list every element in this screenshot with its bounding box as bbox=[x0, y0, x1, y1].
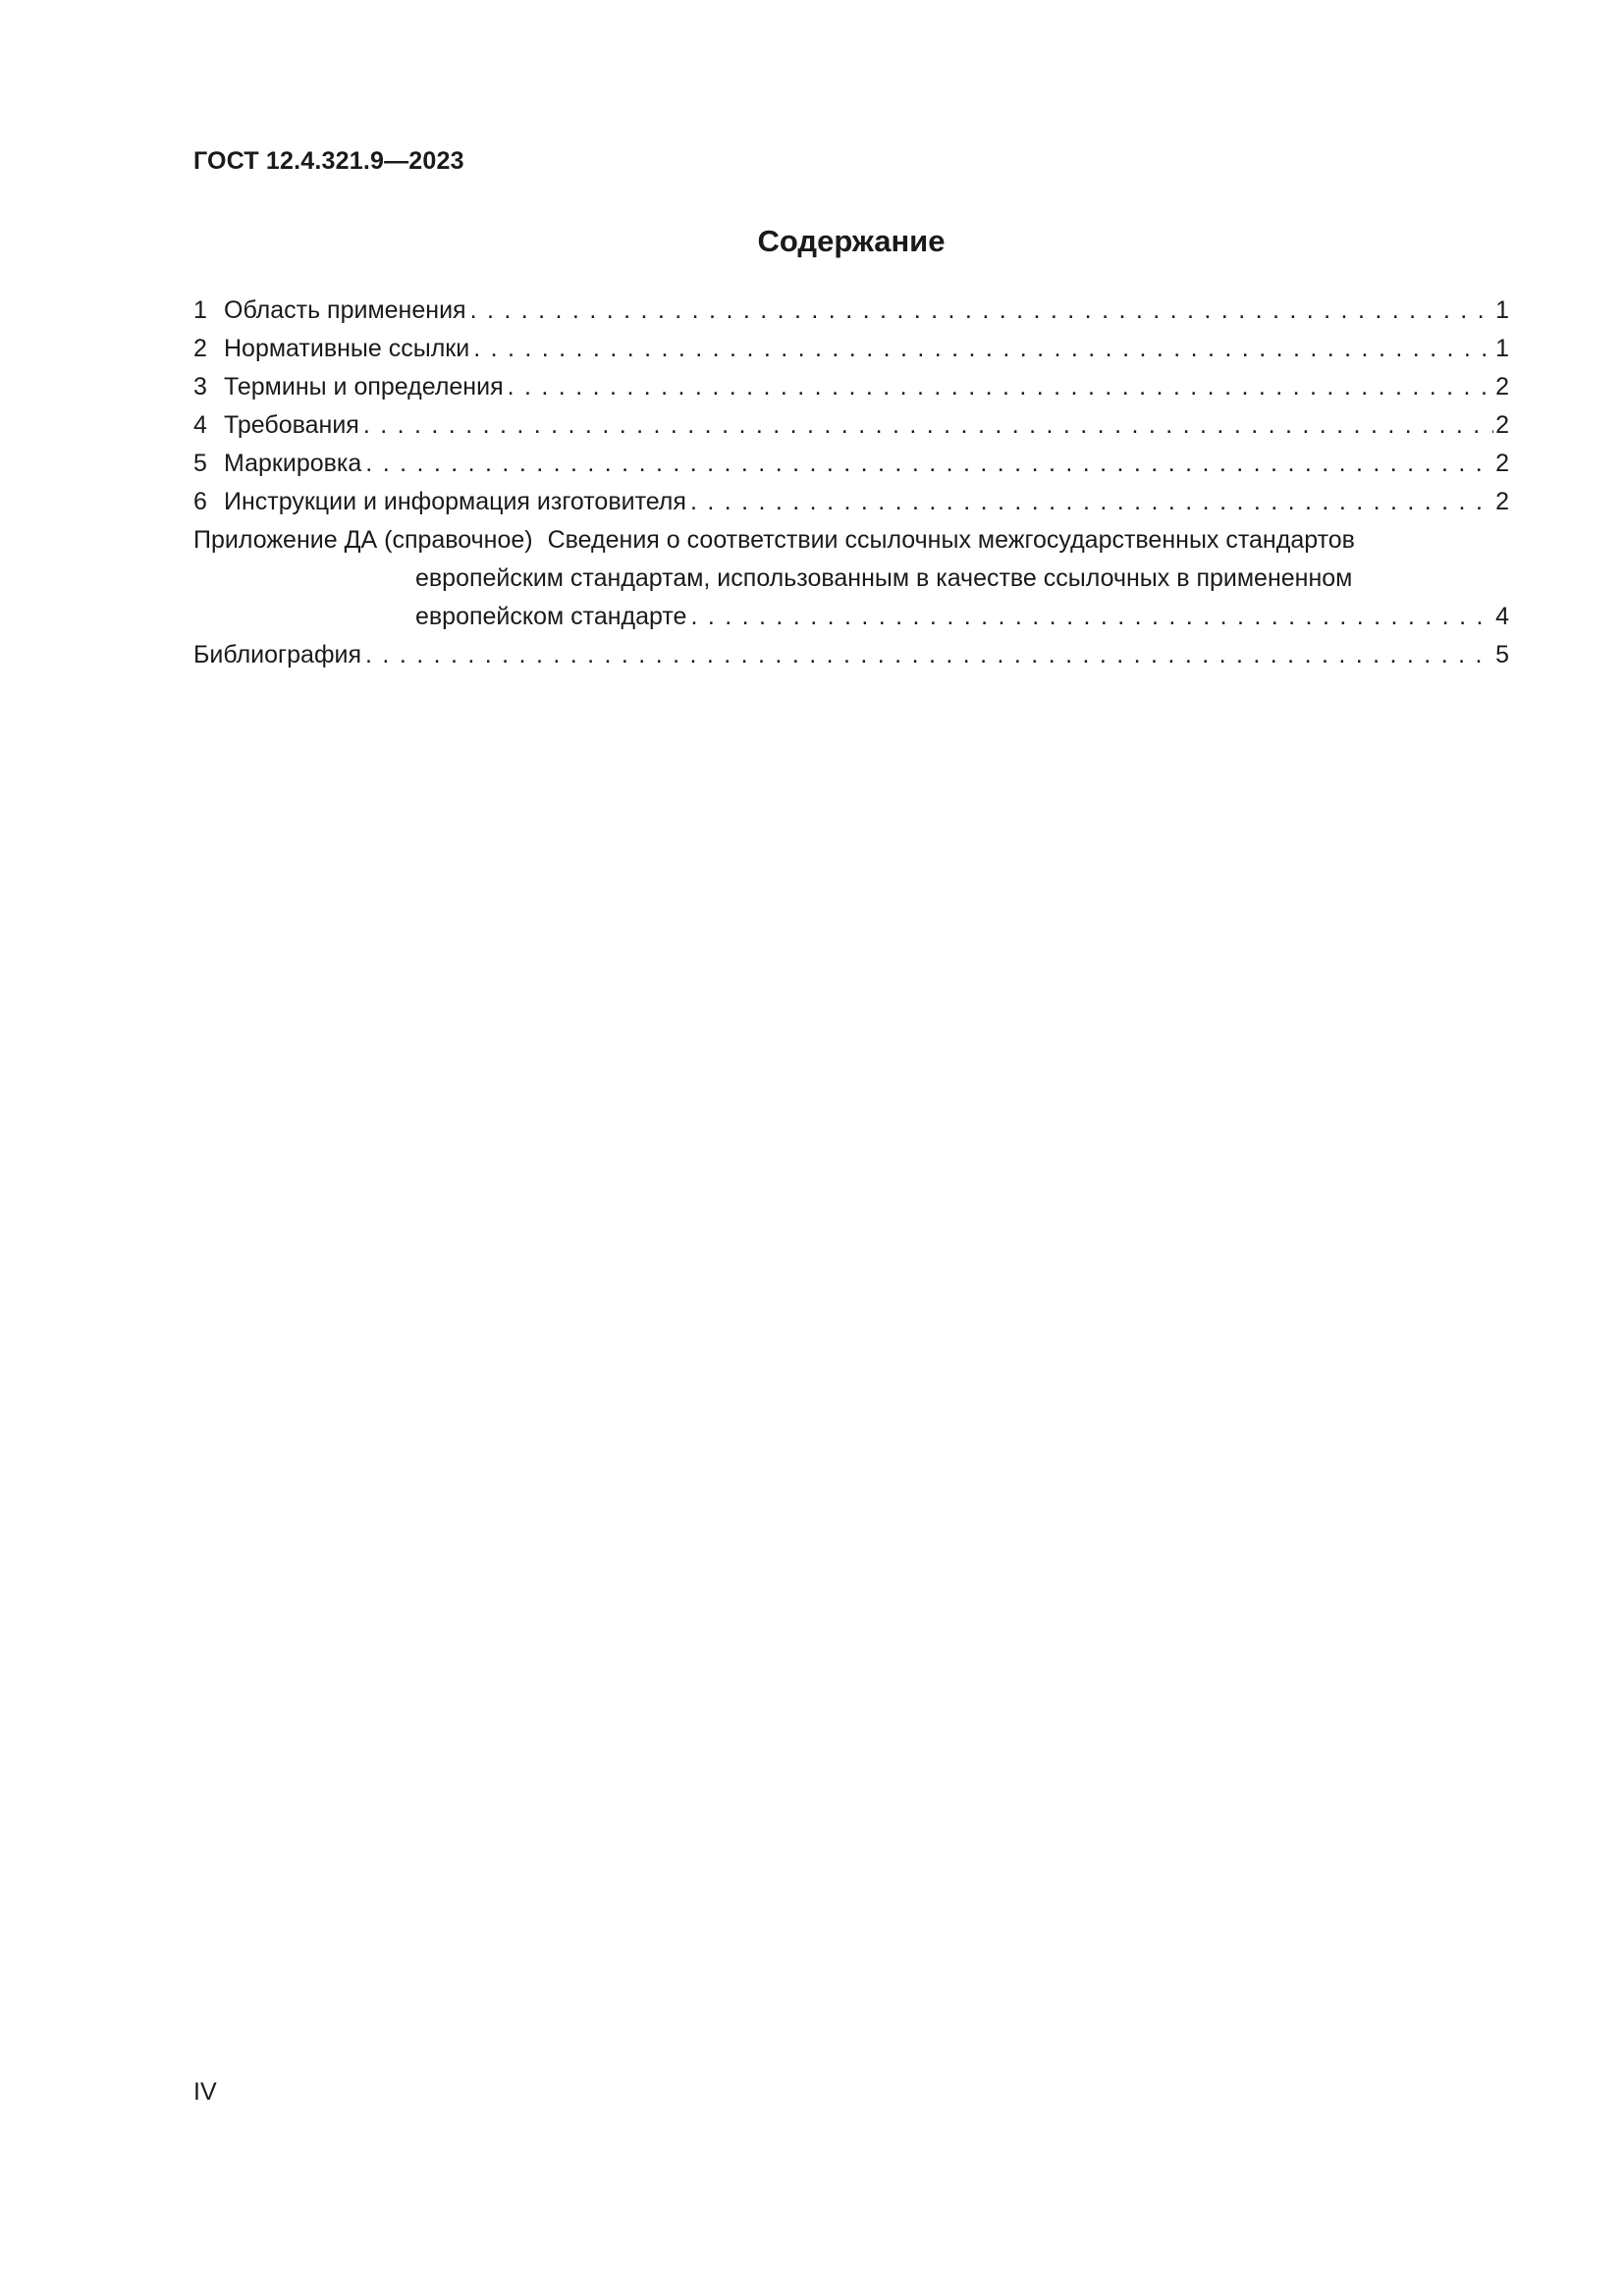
dot-leader bbox=[690, 598, 1493, 636]
page-folio: IV bbox=[193, 2078, 217, 2106]
toc-entry-page: 2 bbox=[1495, 450, 1509, 477]
annex-first-line bbox=[193, 521, 1509, 560]
toc-entry-number: 4 bbox=[193, 411, 207, 439]
toc-entry-page: 1 bbox=[1495, 335, 1509, 362]
annex-title-line-3: европейском стандарте bbox=[415, 603, 687, 630]
toc-entry-page: 2 bbox=[1495, 373, 1509, 400]
toc-entry-4[interactable] bbox=[193, 406, 1509, 445]
annex-last-line bbox=[193, 598, 1509, 636]
toc-title: Содержание bbox=[757, 224, 946, 258]
dot-leader bbox=[473, 330, 1493, 368]
toc-entry-page: 2 bbox=[1495, 411, 1509, 439]
toc-entry-label: Термины и определения bbox=[224, 373, 504, 400]
annex-title-line-1: Сведения о соответствии ссылочных межгосударственных стандартов bbox=[547, 526, 1355, 554]
toc-entry-number: 1 bbox=[193, 296, 207, 324]
dot-leader bbox=[690, 483, 1493, 521]
annex-prefix: Приложение ДА (справочное) bbox=[193, 526, 533, 554]
toc-entry-5[interactable] bbox=[193, 445, 1509, 483]
toc-entry-bibliography[interactable] bbox=[193, 636, 1509, 674]
toc-entry-page: 5 bbox=[1495, 641, 1509, 668]
toc-entry-6[interactable] bbox=[193, 483, 1509, 521]
toc-entry-label: Область применения bbox=[224, 296, 466, 324]
toc-entry-page: 4 bbox=[1495, 603, 1509, 630]
toc-entry-label: Библиография bbox=[193, 641, 362, 668]
dot-leader bbox=[365, 445, 1493, 483]
toc-entry-number: 3 bbox=[193, 373, 207, 400]
table-of-contents bbox=[193, 292, 1509, 674]
toc-entry-number: 2 bbox=[193, 335, 207, 362]
toc-entry-label: Нормативные ссылки bbox=[224, 335, 470, 362]
annex-title-line-2: европейским стандартам, использованным в качестве ссылочных в примененном bbox=[415, 564, 1353, 592]
toc-entry-page: 2 bbox=[1495, 488, 1509, 515]
toc-entry-label: Маркировка bbox=[224, 450, 362, 477]
toc-entry-label: Требования bbox=[224, 411, 359, 439]
dot-leader bbox=[508, 368, 1493, 406]
dot-leader bbox=[470, 292, 1494, 330]
dot-leader bbox=[363, 406, 1493, 445]
toc-entry-page: 1 bbox=[1495, 296, 1509, 324]
document-code: ГОСТ 12.4.321.9—2023 bbox=[193, 147, 464, 175]
toc-entry-2[interactable] bbox=[193, 330, 1509, 368]
toc-entry-number: 5 bbox=[193, 450, 207, 477]
toc-entry-number: 6 bbox=[193, 488, 207, 515]
toc-entry-3[interactable] bbox=[193, 368, 1509, 406]
toc-entry-label: Инструкции и информация изготовителя bbox=[224, 488, 686, 515]
toc-entry-1[interactable] bbox=[193, 292, 1509, 330]
dot-leader bbox=[365, 636, 1493, 674]
toc-entry-annex-da[interactable] bbox=[193, 521, 1509, 636]
